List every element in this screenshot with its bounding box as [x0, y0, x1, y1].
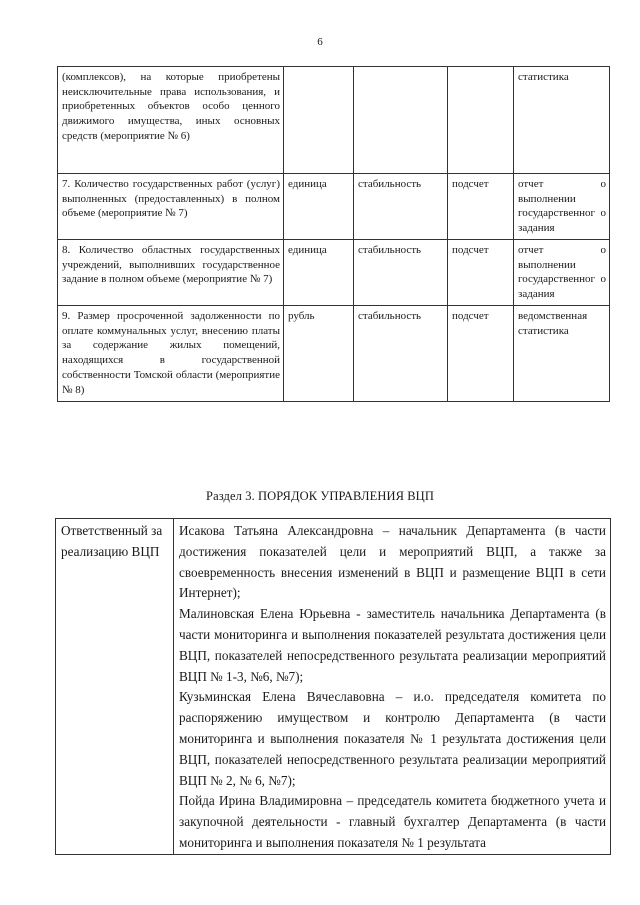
trend-cell: стабильность	[354, 174, 448, 240]
responsible-label: Ответственный за реализацию ВЦП	[56, 519, 174, 855]
indicator-name-cell: 7. Количество государственных работ (услуг) выполненных (предоставленных) в полном объеме (мероприятие № 7)	[58, 174, 284, 240]
table-row	[58, 67, 610, 174]
responsible-paragraph: Малиновская Елена Юрьевна - заместитель начальника Департамента (в части мониторинга и выполнения показателей результата достижения цели ВЦП, показателей непосредственного результата реализации мероприятий ВЦП № 1-3, №6, №7);	[179, 606, 606, 684]
method-cell: подсчет	[448, 306, 514, 402]
method-cell: подсчет	[448, 174, 514, 240]
unit-cell: единица	[284, 240, 354, 306]
unit-cell: рубль	[284, 306, 354, 402]
responsible-paragraph: Кузьминская Елена Вячеславовна – и.о. председателя комитета по распоряжению имуществом и контролю Департамента (в части мониторинга и выполнения показателя № 1 результата достижения цели ВЦП, показателей непосредственного результата реализации мероприятий ВЦП № 2, № 6, №7);	[179, 689, 606, 788]
indicator-name-cell: 9. Размер просроченной задолженности по оплате коммунальных услуг, внесению платы за содержание жилых помещений, находящихся в государственной собственности Томской области (мероприятие № 8)	[58, 306, 284, 402]
table-row	[58, 174, 610, 240]
unit-cell	[284, 67, 354, 174]
table-row	[58, 306, 610, 402]
unit-cell: единица	[284, 174, 354, 240]
source-cell: отчет о выполнении государственног о задания	[514, 174, 610, 240]
method-cell	[448, 67, 514, 174]
trend-cell: стабильность	[354, 240, 448, 306]
indicator-name-cell: (комплексов), на которые приобретены неисключительные права использования, и приобретенных объектов особо ценного движимого имущества, иных основных средств (мероприятие № 6)	[58, 67, 284, 174]
indicator-name-cell: 8. Количество областных государственных учреждений, выполнивших государственное задание в полном объеме (мероприятие № 7)	[58, 240, 284, 306]
source-cell: статистика	[514, 67, 610, 174]
responsible-paragraph: Исакова Татьяна Александровна – начальник Департамента (в части достижения показателей цели и мероприятий ВЦП, а также за своевременность внесения изменений в ВЦП и размещение ВЦП в сети Интернет);	[179, 523, 606, 601]
page-number: 6	[317, 36, 323, 48]
responsible-paragraph: Пойда Ирина Владимировна – председатель комитета бюджетного учета и закупочной деятельности - главный бухгалтер Департамента (в части мониторинга и выполнения показателя № 1 результата	[179, 793, 606, 850]
trend-cell	[354, 67, 448, 174]
management-table	[55, 518, 611, 855]
responsible-content	[174, 519, 611, 855]
source-cell: ведомственная статистика	[514, 306, 610, 402]
table-row	[58, 240, 610, 306]
section-title: Раздел 3. ПОРЯДОК УПРАВЛЕНИЯ ВЦП	[206, 489, 434, 503]
indicators-table	[57, 66, 610, 402]
source-cell: отчет о выполнении государственног о задания	[514, 240, 610, 306]
trend-cell: стабильность	[354, 306, 448, 402]
table-row	[56, 519, 611, 855]
method-cell: подсчет	[448, 240, 514, 306]
